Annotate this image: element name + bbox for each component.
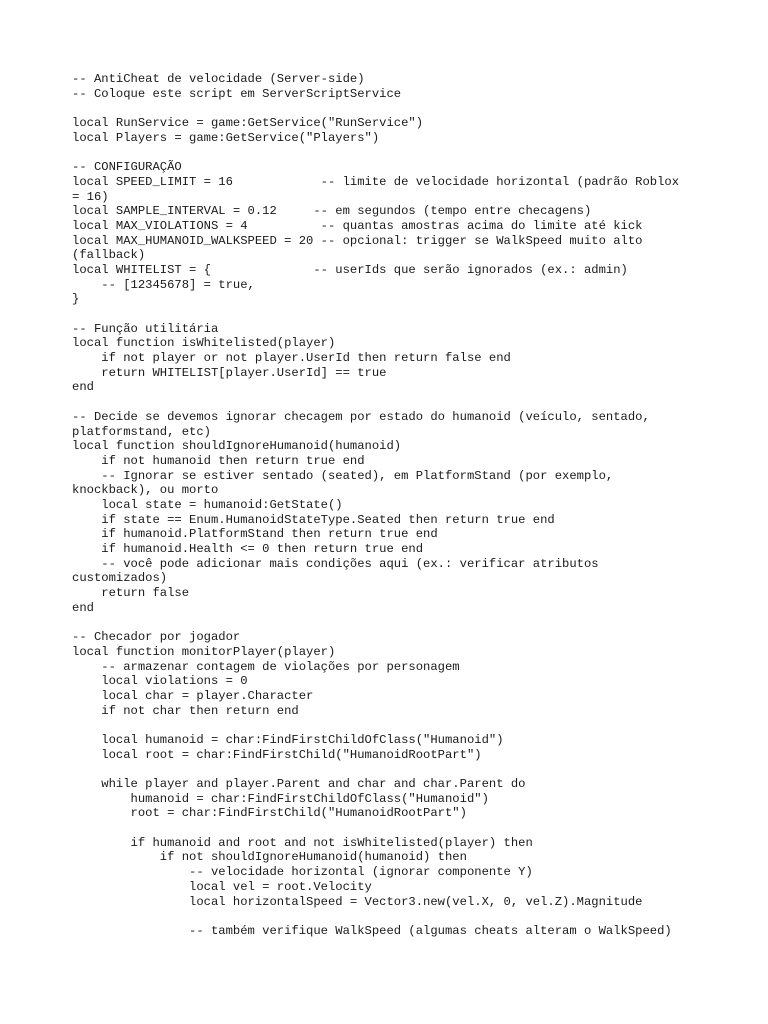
code-line: if not player or not player.UserId then return false end [72,351,511,366]
code-line: end [72,380,94,395]
code-line: if not shouldIgnoreHumanoid(humanoid) then [72,850,467,865]
code-line [72,145,702,160]
code-line: -- AntiCheat de velocidade (Server-side) [72,72,365,86]
code-line: -- armazenar contagem de violações por personagem [72,659,460,674]
code-line: local SPEED_LIMIT = 16 -- limite de velocidade horizontal (padrão Roblox [72,174,680,189]
code-line: local function isWhitelisted(player) [72,336,336,351]
code-line: -- [12345678] = true, [72,277,255,292]
code-line: local RunService = game:GetService("RunService") [72,116,424,131]
code-line: return WHITELIST[player.UserId] == true [72,365,387,380]
code-line: return false [72,586,190,601]
code-line: (fallback) [72,248,146,263]
code-line: if not char then return end [72,703,299,718]
code-line: if humanoid and root and not isWhitelisted(player) then [72,835,533,850]
code-line: local horizontalSpeed = Vector3.new(vel.X, 0, vel.Z).Magnitude [72,894,643,909]
code-line: if not humanoid then return true end [72,453,365,468]
code-line: local MAX_VIOLATIONS = 4 -- quantas amostras acima do limite até kick [72,218,643,233]
code-line: if humanoid.Health <= 0 then return true end [72,542,424,556]
code-line: local violations = 0 [72,674,248,689]
code-line: knockback), ou morto [72,483,219,498]
code-line [72,909,702,924]
code-line [72,718,702,733]
code-line: -- velocidade horizontal (ignorar componente Y) [72,865,533,880]
code-line: } [72,292,80,307]
code-line: platformstand, etc) [72,424,211,439]
code-line: local vel = root.Velocity [72,879,372,894]
code-line: -- Função utilitária [72,321,219,336]
code-line: -- você pode adicionar mais condições aqui (ex.: verificar atributos [72,556,599,571]
code-line [72,307,702,322]
code-line: local Players = game:GetService("Players") [72,130,380,145]
code-line [72,395,702,410]
code-line: if humanoid.PlatformStand then return true end [72,527,438,542]
code-line [72,762,702,777]
code-line: local SAMPLE_INTERVAL = 0.12 -- em segundos (tempo entre checagens) [72,204,592,219]
code-line: -- também verifique WalkSpeed (algumas cheats alteram o WalkSpeed) [72,923,672,938]
code-line: -- Decide se devemos ignorar checagem por estado do humanoid (veículo, sentado, [72,409,650,424]
code-line: end [72,600,94,615]
code-line: root = char:FindFirstChild("HumanoidRootPart") [72,806,467,821]
code-line: local humanoid = char:FindFirstChildOfClass("Humanoid") [72,732,504,747]
code-line: local root = char:FindFirstChild("HumanoidRootPart") [72,747,482,762]
code-line: local state = humanoid:GetState() [72,497,343,512]
code-line: local MAX_HUMANOID_WALKSPEED = 20 -- opcional: trigger se WalkSpeed muito alto [72,233,643,248]
code-line: local char = player.Character [72,688,314,703]
code-line [72,101,702,116]
code-line [72,615,702,630]
code-line: if state == Enum.HumanoidStateType.Seated then return true end [72,512,555,527]
code-line: = 16) [72,189,109,204]
code-line: -- CONFIGURAÇÃO [72,160,182,175]
code-listing [72,72,702,939]
code-line: -- Coloque este script em ServerScriptService [72,86,402,101]
code-line: -- Ignorar se estiver sentado (seated), em PlatformStand (por exemplo, [72,468,614,483]
code-line: local function shouldIgnoreHumanoid(humanoid) [72,439,402,454]
code-line: -- Checador por jogador [72,630,241,645]
code-line: customizados) [72,571,168,586]
code-line: while player and player.Parent and char and char.Parent do [72,777,526,791]
code-line: local function monitorPlayer(player) [72,644,336,659]
code-line [72,821,702,836]
code-line: humanoid = char:FindFirstChildOfClass("Humanoid") [72,791,489,806]
code-line: local WHITELIST = { -- userIds que serão ignorados (ex.: admin) [72,262,628,277]
